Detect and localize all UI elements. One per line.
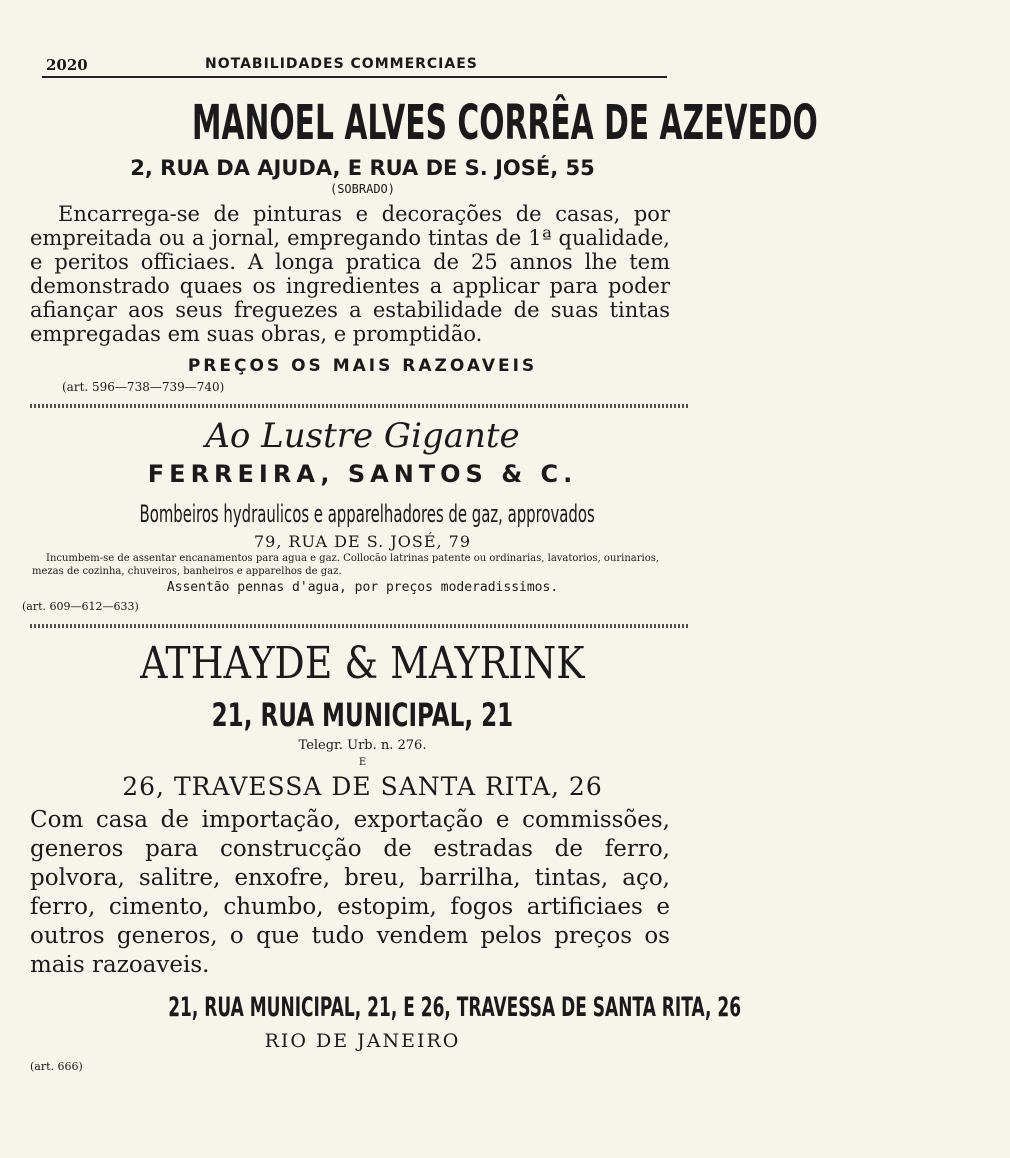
- ad3-footer-address: 21, RUA MUNICIPAL, 21, E 26, TRAVESSA DE SANTA RITA, 26: [168, 992, 742, 1023]
- ad2-title: Ao Lustre Gigante: [205, 416, 520, 456]
- ad2-tagline: Bombeiros hydraulicos e apparelhadores de gaz, approvados: [139, 500, 595, 528]
- ad1-business-name: MANOEL ALVES CORRÊA DE AZEVEDO: [191, 95, 818, 151]
- ad3-second-address: 26, TRAVESSA DE SANTA RITA, 26: [122, 772, 603, 801]
- ad2-small-print: Incumbem-se de assentar encanamentos para agua e gaz. Collocão latrinas patente ou ordinarias, lavatorios, ourinarios, mezas de cozinha, chuveiros, banheiros e apparelhos de gaz.: [32, 553, 660, 577]
- running-title: NOTABILIDADES COMMERCIAES: [205, 56, 478, 72]
- ad2-address: 79, RUA DE S. JOSÉ, 79: [253, 532, 472, 551]
- page-number: 2020: [46, 56, 88, 74]
- ad3-conjunction: E: [358, 757, 367, 768]
- ad2-reference: (art. 609—612—633): [22, 600, 139, 613]
- ad3-business-name: ATHAYDE & MAYRINK: [140, 638, 585, 689]
- header-rule: [42, 76, 667, 78]
- ad2-note: Assentão pennas d'agua, por preços moderadissimos.: [166, 580, 559, 595]
- ad1-address: 2, RUA DA AJUDA, E RUA DE S. JOSÉ, 55: [130, 156, 595, 180]
- ad3-body-text: Com casa de importação, exportação e commissões, generos para construcção de estradas de ferro, polvora, salitre, enxofre, breu, barrilha, tintas, aço, ferro, cimento, chumbo, estopim, fogos artificiaes e outros generos, o que tudo vendem pelos preços os mais razoaveis.: [30, 807, 670, 978]
- separator-rule: [30, 624, 690, 628]
- separator-rule: [30, 404, 690, 408]
- ad3-city: RIO DE JANEIRO: [264, 1030, 461, 1052]
- ad1-address-note: (SOBRADO): [329, 182, 396, 196]
- ad1-prices-line: PREÇOS OS MAIS RAZOAVEIS: [187, 356, 538, 376]
- ad1-body-text: Encarrega-se de pinturas e decorações de casas, por empreitada ou a jornal, empregando tintas de 1ª qualidade, e peritos officiaes. A longa pratica de 25 annos lhe tem demonstrado quaes os ingredientes a applicar para poder afiançar aos seus freguezes a estabilidade de suas tintas empregadas em suas obras, e promptidão.: [30, 202, 670, 346]
- ad3-reference: (art. 666): [30, 1060, 83, 1073]
- ad3-telegraph: Telegr. Urb. n. 276.: [298, 738, 427, 753]
- ad1-reference: (art. 596—738—739—740): [62, 380, 225, 394]
- ad3-address: 21, RUA MUNICIPAL, 21: [211, 696, 514, 734]
- ad2-firm-name: FERREIRA, SANTOS & C.: [147, 460, 578, 488]
